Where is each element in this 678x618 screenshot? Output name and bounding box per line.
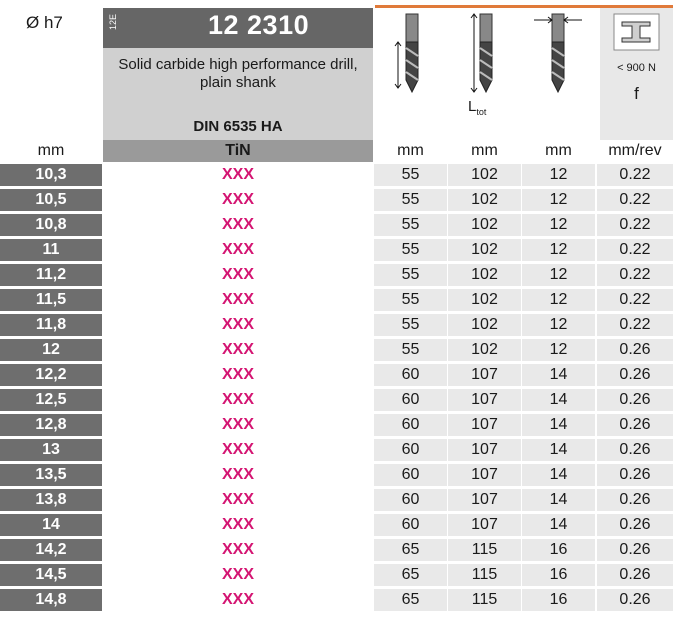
- description-line-1: Solid carbide high performance drill,: [118, 56, 358, 73]
- table-row: [0, 539, 678, 562]
- total-length-cell: 115: [448, 589, 521, 611]
- diameter-cell: 11,8: [0, 314, 102, 336]
- total-length-cell: 102: [448, 214, 521, 236]
- coating-cell[interactable]: XXX: [221, 516, 254, 533]
- table-row: [0, 364, 678, 387]
- diameter-cell: 12,5: [0, 389, 102, 411]
- material-feed-header: [600, 8, 673, 140]
- total-length-cell: 102: [448, 264, 521, 286]
- total-length-cell: 102: [448, 289, 521, 311]
- diameter-cell: 10,3: [0, 164, 102, 186]
- shank-diameter-cell: 14: [522, 389, 595, 411]
- shank-diameter-cell: 16: [522, 589, 595, 611]
- unit-diameter: mm: [37, 142, 65, 159]
- coating-cell[interactable]: XXX: [221, 291, 254, 308]
- table-row: [0, 414, 678, 437]
- coating-cell[interactable]: XXX: [221, 191, 254, 208]
- flute-length-cell: 60: [374, 489, 447, 511]
- total-length-cell: 102: [448, 239, 521, 261]
- shank-diameter-cell: 12: [522, 264, 595, 286]
- product-code-box: [103, 8, 373, 48]
- shank-diameter-cell: 12: [522, 314, 595, 336]
- flute-length-cell: 55: [374, 314, 447, 336]
- coating-cell[interactable]: XXX: [221, 466, 254, 483]
- feed-label: f: [634, 84, 639, 103]
- feed-cell: 0.22: [597, 239, 673, 261]
- table-row: [0, 564, 678, 587]
- feed-cell: 0.22: [597, 289, 673, 311]
- flute-length-cell: 55: [374, 164, 447, 186]
- shank-diameter-cell: 14: [522, 364, 595, 386]
- total-length-cell: 115: [448, 564, 521, 586]
- coating-cell[interactable]: XXX: [221, 166, 254, 183]
- coating-cell[interactable]: XXX: [221, 541, 254, 558]
- diameter-cell: 11,2: [0, 264, 102, 286]
- diameter-cell: 13,8: [0, 489, 102, 511]
- coating-cell[interactable]: XXX: [221, 266, 254, 283]
- feed-cell: 0.26: [597, 364, 673, 386]
- feed-cell: 0.26: [597, 564, 673, 586]
- unit-shank-diameter: mm: [545, 142, 572, 159]
- coating-cell[interactable]: XXX: [221, 441, 254, 458]
- total-length-cell: 102: [448, 339, 521, 361]
- unit-flute-length: mm: [397, 142, 424, 159]
- total-length-cell: 107: [448, 464, 521, 486]
- feed-cell: 0.22: [597, 214, 673, 236]
- flute-length-cell: 65: [374, 564, 447, 586]
- diameter-label: Ø h7: [26, 13, 63, 32]
- flute-length-header: [374, 8, 447, 140]
- table-row: [0, 239, 678, 262]
- product-description: [103, 56, 373, 92]
- table-row: [0, 214, 678, 237]
- flute-length-cell: 60: [374, 439, 447, 461]
- flute-length-cell: 60: [374, 389, 447, 411]
- shank-diameter-cell: 16: [522, 564, 595, 586]
- total-length-cell: 107: [448, 439, 521, 461]
- diameter-cell: 11: [0, 239, 102, 261]
- total-length-cell: 107: [448, 389, 521, 411]
- diameter-cell: 14,2: [0, 539, 102, 561]
- flute-length-cell: 60: [374, 514, 447, 536]
- shank-diameter-cell: 14: [522, 414, 595, 436]
- coating-cell[interactable]: XXX: [221, 316, 254, 333]
- total-length-header: [448, 8, 521, 140]
- total-length-cell: 107: [448, 514, 521, 536]
- diameter-cell: 12,2: [0, 364, 102, 386]
- diameter-cell: 14,5: [0, 564, 102, 586]
- feed-cell: 0.26: [597, 414, 673, 436]
- flute-length-cell: 55: [374, 214, 447, 236]
- feed-cell: 0.22: [597, 164, 673, 186]
- diameter-cell: 13: [0, 439, 102, 461]
- table-row: [0, 339, 678, 362]
- total-length-cell: 107: [448, 364, 521, 386]
- flute-length-cell: 55: [374, 264, 447, 286]
- shank-diameter-cell: 16: [522, 539, 595, 561]
- flute-length-cell: 60: [374, 414, 447, 436]
- diameter-cell: 10,8: [0, 214, 102, 236]
- table-row: [0, 589, 678, 612]
- shank-diameter-cell: 14: [522, 514, 595, 536]
- table-row: [0, 164, 678, 187]
- table-row: [0, 464, 678, 487]
- total-length-label: $L_{tot}$: [468, 98, 487, 117]
- flute-length-cell: 55: [374, 189, 447, 211]
- unit-total-length: mm: [471, 142, 498, 159]
- flute-length-cell: 55: [374, 239, 447, 261]
- table-row: [0, 439, 678, 462]
- feed-cell: 0.22: [597, 189, 673, 211]
- product-standard: DIN 6535 HA: [193, 118, 283, 135]
- total-length-cell: 102: [448, 314, 521, 336]
- shank-diameter-cell: 14: [522, 439, 595, 461]
- table-row: [0, 314, 678, 337]
- flute-length-drill-icon: [374, 8, 447, 140]
- table-row: [0, 189, 678, 212]
- unit-feed: mm/rev: [608, 142, 662, 159]
- flute-length-cell: 65: [374, 589, 447, 611]
- shank-diameter-cell: 12: [522, 164, 595, 186]
- shank-diameter-cell: 12: [522, 339, 595, 361]
- material-strength-label: < 900 N: [617, 62, 656, 74]
- flute-length-cell: 65: [374, 539, 447, 561]
- shank-diameter-cell: 14: [522, 489, 595, 511]
- flute-length-cell: 55: [374, 339, 447, 361]
- coating-cell[interactable]: XXX: [221, 216, 254, 233]
- shank-diameter-header: [522, 8, 595, 140]
- diameter-cell: 11,5: [0, 289, 102, 311]
- table-row: [0, 514, 678, 537]
- unit-coating: TiN: [103, 140, 373, 162]
- flute-length-cell: 60: [374, 364, 447, 386]
- feed-cell: 0.26: [597, 464, 673, 486]
- flute-length-cell: 55: [374, 289, 447, 311]
- table-row: [0, 389, 678, 412]
- total-length-cell: 115: [448, 539, 521, 561]
- feed-cell: 0.26: [597, 539, 673, 561]
- feed-cell: 0.22: [597, 314, 673, 336]
- coating-cell[interactable]: XXX: [221, 416, 254, 433]
- coating-cell[interactable]: XXX: [221, 566, 254, 583]
- diameter-cell: 14: [0, 514, 102, 536]
- table-row: [0, 289, 678, 312]
- shank-diameter-cell: 12: [522, 189, 595, 211]
- total-length-cell: 107: [448, 414, 521, 436]
- shank-diameter-cell: 14: [522, 464, 595, 486]
- feed-cell: 0.26: [597, 389, 673, 411]
- table-row: [0, 489, 678, 512]
- product-code-small: 12E: [108, 14, 118, 31]
- feed-cell: 0.26: [597, 514, 673, 536]
- coating-cell[interactable]: XXX: [221, 391, 254, 408]
- feed-cell: 0.22: [597, 264, 673, 286]
- total-length-cell: 102: [448, 189, 521, 211]
- diameter-cell: 12: [0, 339, 102, 361]
- total-length-drill-icon: [448, 8, 521, 140]
- product-code: 12 2310: [208, 10, 310, 40]
- coating-cell[interactable]: XXX: [221, 366, 254, 383]
- feed-cell: 0.26: [597, 489, 673, 511]
- table-row: [0, 264, 678, 287]
- diameter-cell: 13,5: [0, 464, 102, 486]
- total-length-cell: 102: [448, 164, 521, 186]
- total-length-cell: 107: [448, 489, 521, 511]
- diameter-cell: 14,8: [0, 589, 102, 611]
- coating-cell[interactable]: XXX: [221, 241, 254, 258]
- diameter-cell: 12,8: [0, 414, 102, 436]
- flute-length-cell: 60: [374, 464, 447, 486]
- shank-diameter-cell: 12: [522, 239, 595, 261]
- feed-cell: 0.26: [597, 339, 673, 361]
- shank-diameter-drill-icon: [522, 8, 595, 140]
- coating-cell[interactable]: XXX: [221, 491, 254, 508]
- shank-diameter-cell: 12: [522, 214, 595, 236]
- diameter-header: [0, 8, 102, 140]
- steel-beam-icon: [600, 8, 673, 58]
- feed-cell: 0.26: [597, 589, 673, 611]
- coating-cell[interactable]: XXX: [221, 591, 254, 608]
- product-header: [103, 8, 373, 140]
- shank-diameter-cell: 12: [522, 289, 595, 311]
- diameter-cell: 10,5: [0, 189, 102, 211]
- description-line-2: plain shank: [200, 74, 276, 91]
- coating-cell[interactable]: XXX: [221, 341, 254, 358]
- feed-cell: 0.26: [597, 439, 673, 461]
